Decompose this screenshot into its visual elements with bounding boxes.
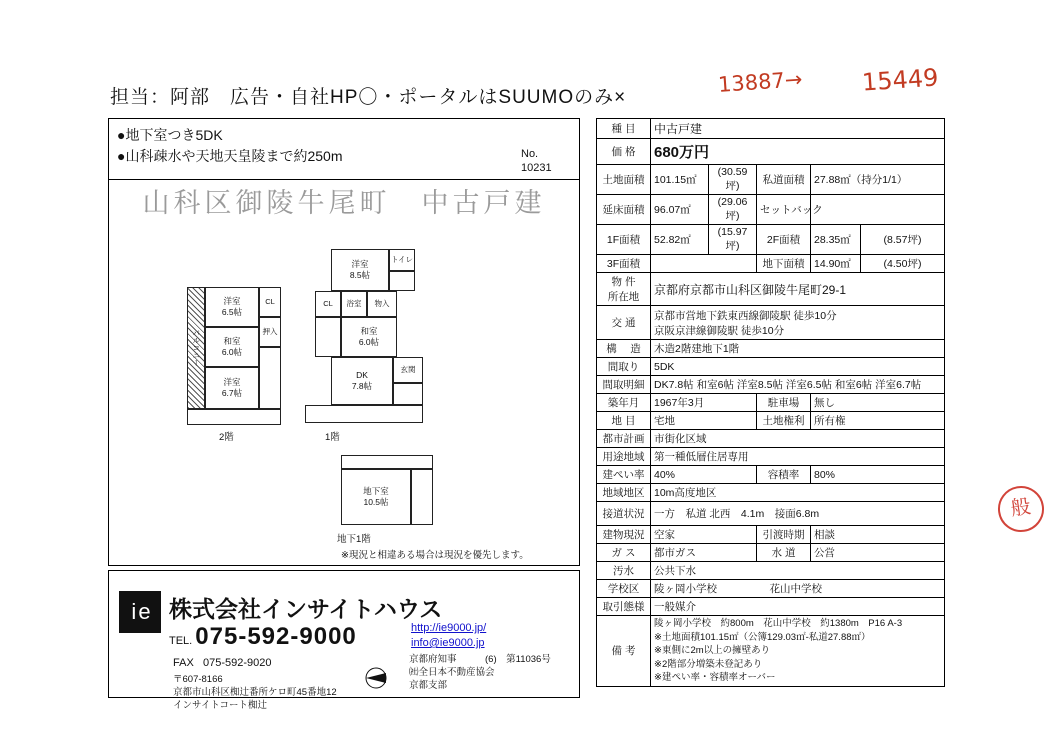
hall-2f (259, 347, 281, 409)
entrance-1f (393, 357, 423, 383)
table-row-remarks (597, 616, 945, 687)
school-value: 陵ヶ岡小学校 花山中学校 (651, 580, 945, 598)
divider (109, 179, 579, 180)
registration-line2: ㈳全日本不動産協会 (409, 667, 495, 678)
remarks-line-4: ※2階部分増築未登記あり (654, 658, 763, 670)
road-label: 接道状況 (597, 502, 651, 526)
land-right-value: 所有権 (811, 412, 945, 430)
room-size: 6.7帖 (221, 388, 243, 398)
parking-label: 駐車場 (757, 394, 811, 412)
stairs-2f (187, 409, 281, 425)
deal-label: 取引態様 (597, 598, 651, 616)
company-postal: 〒607-8166 (173, 674, 223, 685)
setback-value (811, 195, 945, 225)
closet-label: CL (323, 299, 333, 309)
table-row-structure (597, 340, 945, 358)
table-row-layout (597, 358, 945, 376)
listing-number (521, 147, 575, 175)
cityplan-value: 市街化区域 (651, 430, 945, 448)
basement-area-value: 14.90㎡ (811, 255, 861, 273)
land-area-label: 土地面積 (597, 165, 651, 195)
company-website-link[interactable]: http://ie9000.jp/ (411, 622, 487, 634)
handover-label: 引渡時期 (757, 526, 811, 544)
sewer-value: 公共下水 (651, 562, 945, 580)
table-row-floor1-area (597, 225, 945, 255)
fax-label: FAX (173, 657, 194, 669)
private-road-label: 私道面積 (757, 165, 811, 195)
toilet-1f (389, 249, 415, 271)
school-label: 学校区 (597, 580, 651, 598)
table-row-building-area (597, 195, 945, 225)
room-label: 地下室 (363, 486, 389, 497)
room-size: 6.0帖 (358, 337, 380, 347)
land-right-label: 土地権利 (757, 412, 811, 430)
far-value: 80% (811, 466, 945, 484)
structure-value: 木造2階建地下1階 (651, 340, 945, 358)
land-cat-label: 地 目 (597, 412, 651, 430)
layout-detail-label: 間取明細 (597, 376, 651, 394)
built-label: 築年月 (597, 394, 651, 412)
tel-label: TEL. (169, 635, 193, 647)
sewer-label: 汚水 (597, 562, 651, 580)
company-registration (409, 653, 551, 692)
table-row-layout-detail (597, 376, 945, 394)
district-label: 地域地区 (597, 484, 651, 502)
closet-2f-b (259, 317, 281, 347)
land-area-value: 101.15㎡ (651, 165, 709, 195)
f2-value: 28.35㎡ (811, 225, 861, 255)
company-name: 株式会社インサイトハウス (169, 596, 443, 622)
floor2-label: 2階 (219, 432, 234, 443)
closet-2f-a (259, 287, 281, 317)
parking-value: 無し (811, 394, 945, 412)
access-value (651, 306, 945, 340)
hall-1f (393, 383, 423, 405)
listing-number-label: No. (521, 148, 539, 160)
tel-value: 075-592-9000 (195, 623, 357, 650)
company-email-link[interactable]: info@ie9000.jp (411, 637, 485, 649)
basement-label: 地下1階 (337, 534, 371, 545)
table-row-land-area (597, 165, 945, 195)
feature-bullet-1: ●地下室つき5DK (117, 127, 223, 143)
storage-label: 物入 (374, 299, 390, 309)
company-tel (169, 623, 357, 651)
land-area-tsubo: (30.59坪) (709, 165, 757, 195)
water-label: 水 道 (757, 544, 811, 562)
remarks-value (651, 616, 945, 687)
basement-area-label: 地下面積 (757, 255, 811, 273)
setback-label: セットバック (757, 195, 811, 225)
storage-1f-b (367, 291, 397, 317)
room-size: 6.0帖 (221, 347, 243, 357)
basement-entry (341, 455, 433, 469)
company-box (108, 570, 580, 711)
room-2f-yoshitsu-65 (205, 287, 259, 327)
deal-value: 一般媒介 (651, 598, 945, 616)
remarks-label: 備 考 (597, 616, 651, 687)
land-cat-value: 宅地 (651, 412, 757, 430)
handwritten-note-1: 13887→ (717, 67, 804, 97)
room-1f-dk (331, 357, 393, 405)
table-row-floor3-area (597, 255, 945, 273)
page-title: 山科区御陵牛尾町 中古戸建 (142, 188, 546, 218)
building-area-tsubo: (29.06坪) (709, 195, 757, 225)
toilet-label: トイレ (390, 255, 414, 265)
registration-line1: 京都府知事 (6) 第11036号 (409, 654, 551, 665)
closet-label: CL (265, 297, 275, 307)
building-area-label: 延床面積 (597, 195, 651, 225)
condition-label: 建物現況 (597, 526, 651, 544)
kind-label: 種 目 (597, 119, 651, 139)
floor1-label: 1階 (325, 432, 340, 443)
table-row-sewer (597, 562, 945, 580)
handover-value: 相談 (811, 526, 945, 544)
gas-value: 都市ガス (651, 544, 757, 562)
f3-value (651, 255, 757, 273)
storage-1f-a (389, 271, 415, 291)
f2-label: 2F面積 (757, 225, 811, 255)
table-row-gas (597, 544, 945, 562)
table-row-deal (597, 598, 945, 616)
company-address-line2: インサイトコート椥辻 (173, 700, 267, 711)
gas-label: ガ ス (597, 544, 651, 562)
entrance-label: 玄関 (400, 365, 416, 375)
bath-1f (341, 291, 367, 317)
feature-bullet-2: ●山科疎水や天地天皇陵まで約250m (117, 148, 343, 164)
room-2f-washitsu-60 (205, 327, 259, 367)
red-stamp: 般 (995, 483, 1047, 535)
room-b1-basement (341, 469, 411, 525)
table-row-access (597, 306, 945, 340)
district-value: 10m高度地区 (651, 484, 945, 502)
kind-value: 中古戸建 (651, 119, 945, 139)
room-size: 7.8帖 (351, 381, 373, 391)
cityplan-label: 都市計画 (597, 430, 651, 448)
company-fax (173, 657, 271, 669)
washroom-1f (315, 317, 341, 357)
balcony-label: バルコニー (191, 329, 201, 367)
f2-tsubo: (8.57坪) (861, 225, 945, 255)
table-row-location (597, 273, 945, 306)
usearea-label: 用途地域 (597, 448, 651, 466)
usearea-value: 第一種低層住居専用 (651, 448, 945, 466)
room-1f-washitsu-60 (341, 317, 397, 357)
table-row-built (597, 394, 945, 412)
table-row-land-category (597, 412, 945, 430)
handwritten-note-2: 15449 (861, 63, 940, 97)
room-label: 洋室 (223, 296, 241, 307)
location-label: 物 件 所在地 (597, 273, 651, 306)
f1-value: 52.82㎡ (651, 225, 709, 255)
f3-label: 3F面積 (597, 255, 651, 273)
closet-1f-a (315, 291, 341, 317)
location-value: 京都府京都市山科区御陵牛尾町29-1 (651, 273, 945, 306)
condition-value: 空家 (651, 526, 757, 544)
room-size: 10.5帖 (363, 497, 389, 507)
table-row-district (597, 484, 945, 502)
coverage-value: 40% (651, 466, 757, 484)
company-address (173, 673, 337, 712)
room-label: 洋室 (351, 259, 369, 270)
listing-number-value: 10231 (521, 162, 552, 174)
price-value: 680万円 (651, 139, 945, 165)
building-area-value: 96.07㎡ (651, 195, 709, 225)
remarks-line-2: ※土地面積101.15㎡（公簿129.03㎡-私道27.88㎡） (654, 631, 871, 643)
room-label: 洋室 (223, 377, 241, 388)
private-road-value: 27.88㎡（持分1/1） (811, 165, 945, 195)
access-label: 交 通 (597, 306, 651, 340)
floorplan-note: ※現況と相違ある場合は現況を優先します。 (341, 550, 529, 561)
registration-line3: 京都支部 (409, 680, 448, 691)
table-row-school (597, 580, 945, 598)
water-value: 公営 (811, 544, 945, 562)
remarks-line-5: ※建ぺい率・容積率オーバー (654, 672, 776, 683)
table-row-cityplan (597, 430, 945, 448)
f1-tsubo: (15.97坪) (709, 225, 757, 255)
far-label: 容積率 (757, 466, 811, 484)
table-row-price (597, 139, 945, 165)
basement-area-tsubo: (4.50坪) (861, 255, 945, 273)
stairs-1f (305, 405, 423, 423)
access-line1: 京都市営地下鉄東西線御陵駅 徒歩10分 (654, 309, 837, 322)
room-label: 和室 (360, 326, 378, 337)
table-row-coverage (597, 466, 945, 484)
layout-detail-value: DK7.8帖 和室6帖 洋室8.5帖 洋室6.5帖 和室6帖 洋室6.7帖 (651, 376, 945, 394)
table-row-usearea (597, 448, 945, 466)
company-logo: i e (119, 591, 161, 633)
floorplan (109, 227, 581, 565)
room-size: 6.5帖 (221, 307, 243, 317)
left-panel (108, 118, 580, 566)
balcony-2f (187, 287, 205, 409)
built-value: 1967年3月 (651, 394, 757, 412)
layout-value: 5DK (651, 358, 945, 376)
table-row-road (597, 502, 945, 526)
structure-label: 構 造 (597, 340, 651, 358)
access-line2: 京阪京津線御陵駅 徒歩10分 (654, 324, 785, 337)
company-links[interactable] (411, 621, 486, 651)
fax-value: 075-592-9020 (202, 657, 272, 669)
room-size: 8.5帖 (349, 270, 371, 280)
f1-label: 1F面積 (597, 225, 651, 255)
company-address-line1: 京都市山科区椥辻番所ケロ町45番地12 (173, 687, 337, 698)
remarks-line-3: ※東側に2m以上の擁壁あり (654, 645, 771, 656)
stairs-b1 (411, 469, 433, 525)
feature-bullets (117, 125, 342, 167)
header-note: 担当：阿部 広告・自社HP〇・ポータルはSUUMOのみ× (110, 87, 627, 108)
room-label: DK (356, 370, 368, 381)
table-row-kind (597, 119, 945, 139)
remarks-line-1: 陵ヶ岡小学校 約800m 花山中学校 約1380m P16 A-3 (654, 618, 903, 629)
closet-label: 押入 (262, 327, 278, 337)
table-row-condition (597, 526, 945, 544)
bath-label: 浴室 (346, 299, 362, 309)
room-1f-yoshitsu-85 (331, 249, 389, 291)
room-label: 和室 (223, 336, 241, 347)
road-value: 一方 私道 北西 4.1m 接面6.8m (651, 502, 945, 526)
price-label: 価 格 (597, 139, 651, 165)
layout-label: 間取り (597, 358, 651, 376)
coverage-label: 建ぺい率 (597, 466, 651, 484)
room-2f-yoshitsu-67 (205, 367, 259, 409)
property-detail-table (596, 118, 945, 687)
